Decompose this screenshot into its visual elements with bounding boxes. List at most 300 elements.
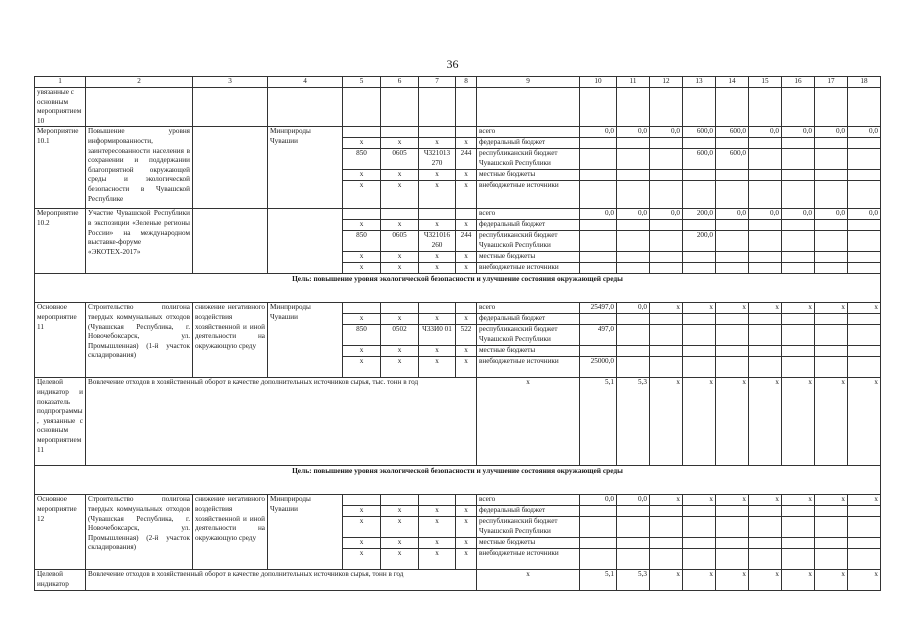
budget-code: 0502 bbox=[381, 325, 419, 346]
indicator-value: x bbox=[782, 378, 815, 466]
budget-code: x bbox=[343, 263, 381, 274]
year-value bbox=[749, 549, 782, 570]
year-value bbox=[580, 170, 617, 181]
year-value bbox=[683, 517, 716, 538]
year-value bbox=[749, 231, 782, 252]
year-value bbox=[782, 231, 815, 252]
budget-code: x bbox=[343, 220, 381, 231]
funding-row bbox=[35, 495, 881, 506]
budget-code: x bbox=[381, 181, 419, 209]
budget-code: x bbox=[381, 346, 419, 357]
col-header: 5 bbox=[343, 77, 381, 88]
year-value bbox=[815, 325, 848, 346]
budget-code: x bbox=[343, 549, 381, 570]
year-value bbox=[683, 506, 716, 517]
year-value bbox=[580, 149, 617, 170]
year-value bbox=[650, 263, 683, 274]
year-value bbox=[716, 252, 749, 263]
indicator-c9: x bbox=[477, 378, 580, 466]
col-header: 8 bbox=[456, 77, 477, 88]
year-value: 25000,0 bbox=[580, 357, 617, 378]
year-value bbox=[848, 357, 881, 378]
funding-source: внебюджетные источники bbox=[477, 357, 580, 378]
budget-code bbox=[343, 127, 381, 138]
year-value bbox=[782, 149, 815, 170]
indicator-value: x bbox=[650, 378, 683, 466]
year-value bbox=[848, 263, 881, 274]
year-value bbox=[580, 538, 617, 549]
budget-code bbox=[419, 209, 456, 220]
year-value bbox=[782, 506, 815, 517]
budget-code: 0605 bbox=[381, 149, 419, 170]
funding-source: федеральный бюджет bbox=[477, 138, 580, 149]
year-value bbox=[716, 138, 749, 149]
activity-effect: снижение негативного воздействия хозяйственной и иной деятельности на окружающую среду bbox=[193, 495, 268, 570]
year-value bbox=[815, 138, 848, 149]
year-value bbox=[848, 220, 881, 231]
funding-row bbox=[35, 127, 881, 138]
year-value bbox=[815, 538, 848, 549]
year-value bbox=[848, 170, 881, 181]
year-value bbox=[749, 517, 782, 538]
year-value bbox=[580, 138, 617, 149]
year-value: x bbox=[650, 303, 683, 314]
year-value bbox=[782, 220, 815, 231]
budget-code: x bbox=[419, 314, 456, 325]
budget-code: x bbox=[456, 517, 477, 538]
activity-responsible bbox=[268, 209, 343, 274]
budget-code: x bbox=[456, 346, 477, 357]
year-value bbox=[617, 314, 650, 325]
year-value bbox=[815, 314, 848, 325]
year-value bbox=[683, 138, 716, 149]
budget-code: x bbox=[381, 549, 419, 570]
budget-code bbox=[419, 303, 456, 314]
year-value: 0,0 bbox=[848, 127, 881, 138]
funding-source: республиканский бюджет Чувашской Республики bbox=[477, 517, 580, 538]
activity-label: Мероприятие 10.2 bbox=[35, 209, 86, 274]
budget-code: x bbox=[419, 357, 456, 378]
year-value bbox=[650, 170, 683, 181]
indicator-value: x bbox=[749, 378, 782, 466]
year-value bbox=[683, 252, 716, 263]
funding-source: федеральный бюджет bbox=[477, 314, 580, 325]
activity-label: Основное мероприятие 12 bbox=[35, 495, 86, 570]
activity-effect bbox=[193, 127, 268, 209]
year-value bbox=[749, 325, 782, 346]
budget-code: x bbox=[419, 549, 456, 570]
header-row bbox=[35, 77, 881, 88]
year-value bbox=[848, 506, 881, 517]
year-value bbox=[815, 220, 848, 231]
activity-responsible: Минприроды Чувашии bbox=[268, 127, 343, 209]
budget-code bbox=[343, 209, 381, 220]
year-value bbox=[848, 314, 881, 325]
year-value: 0,0 bbox=[782, 127, 815, 138]
year-value bbox=[716, 325, 749, 346]
year-value bbox=[617, 506, 650, 517]
year-value bbox=[782, 314, 815, 325]
indicator-value: 5,1 bbox=[580, 570, 617, 590]
year-value bbox=[815, 181, 848, 209]
activity-name: Строительство полигона твердых коммунальных отходов (Чувашская Республика, г. Новочебоксарск, ул. Промышленная) (2-й участок складирования) bbox=[86, 495, 193, 570]
budget-code bbox=[456, 495, 477, 506]
year-value bbox=[580, 263, 617, 274]
year-value bbox=[650, 549, 683, 570]
year-value bbox=[683, 220, 716, 231]
budget-code: x bbox=[456, 170, 477, 181]
indicator-value: x bbox=[683, 378, 716, 466]
activity-responsible: Минприроды Чувашии bbox=[268, 303, 343, 378]
budget-code: x bbox=[381, 138, 419, 149]
year-value bbox=[716, 346, 749, 357]
year-value bbox=[782, 170, 815, 181]
year-value: x bbox=[683, 303, 716, 314]
col-header: 17 bbox=[815, 77, 848, 88]
year-value bbox=[683, 181, 716, 209]
year-value bbox=[749, 538, 782, 549]
year-value: 0,0 bbox=[716, 209, 749, 220]
budget-code: x bbox=[456, 220, 477, 231]
year-value bbox=[815, 149, 848, 170]
year-value: 0,0 bbox=[580, 127, 617, 138]
indicator-value: x bbox=[782, 570, 815, 590]
year-value: x bbox=[716, 495, 749, 506]
year-value bbox=[617, 549, 650, 570]
indicator-value: x bbox=[848, 570, 881, 590]
year-value bbox=[683, 170, 716, 181]
year-value: x bbox=[716, 303, 749, 314]
budget-code: x bbox=[381, 170, 419, 181]
budget-code: x bbox=[343, 506, 381, 517]
year-value bbox=[580, 181, 617, 209]
budget-code: x bbox=[381, 263, 419, 274]
indicator-value: 5,3 bbox=[617, 378, 650, 466]
year-value bbox=[716, 263, 749, 274]
budget-code: 850 bbox=[343, 325, 381, 346]
year-value: x bbox=[848, 495, 881, 506]
year-value bbox=[580, 252, 617, 263]
budget-code: x bbox=[419, 181, 456, 209]
year-value bbox=[617, 149, 650, 170]
year-value bbox=[782, 181, 815, 209]
year-value bbox=[580, 314, 617, 325]
year-value bbox=[815, 231, 848, 252]
budget-code bbox=[419, 495, 456, 506]
year-value: 0,0 bbox=[617, 495, 650, 506]
funding-source: республиканский бюджет Чувашской Республики bbox=[477, 149, 580, 170]
year-value bbox=[749, 149, 782, 170]
activity-name: Участие Чувашской Республики в экспозиции «Зеленые регионы России» на международном выставке-форуме «ЭКОТЕХ-2017» bbox=[86, 209, 193, 274]
year-value: 600,0 bbox=[683, 149, 716, 170]
year-value bbox=[815, 252, 848, 263]
year-value: 0,0 bbox=[617, 127, 650, 138]
activity-effect bbox=[193, 209, 268, 274]
year-value bbox=[617, 181, 650, 209]
year-value bbox=[650, 538, 683, 549]
budget-code: x bbox=[456, 263, 477, 274]
year-value: 200,0 bbox=[683, 209, 716, 220]
year-value bbox=[848, 538, 881, 549]
budget-code: x bbox=[419, 506, 456, 517]
funding-row bbox=[35, 303, 881, 314]
budget-code: Ч33И0 01 bbox=[419, 325, 456, 346]
year-value bbox=[617, 357, 650, 378]
year-value bbox=[650, 220, 683, 231]
budget-code: x bbox=[456, 538, 477, 549]
indicator-text: Вовлечение отходов в хозяйственный оборот в качестве дополнительных источников сырья, тыс. тонн в год bbox=[86, 378, 477, 466]
budget-code: x bbox=[419, 220, 456, 231]
indicator-value: 5,1 bbox=[580, 378, 617, 466]
program-table bbox=[34, 76, 881, 591]
budget-code: x bbox=[343, 170, 381, 181]
indicator-label: Целевой индикатор и показатель подпрограммы, увязанные с основным мероприятием 11 bbox=[35, 378, 86, 466]
year-value bbox=[716, 220, 749, 231]
year-value bbox=[683, 549, 716, 570]
indicator-value: x bbox=[650, 570, 683, 590]
col-header: 3 bbox=[193, 77, 268, 88]
year-value: 25497,0 bbox=[580, 303, 617, 314]
year-value bbox=[650, 325, 683, 346]
budget-code: x bbox=[456, 252, 477, 263]
year-value bbox=[716, 314, 749, 325]
budget-code: x bbox=[419, 346, 456, 357]
year-value: 200,0 bbox=[683, 231, 716, 252]
year-value bbox=[848, 346, 881, 357]
year-value bbox=[782, 263, 815, 274]
budget-code: x bbox=[419, 263, 456, 274]
funding-source: республиканский бюджет Чувашской Республики bbox=[477, 325, 580, 346]
year-value bbox=[815, 346, 848, 357]
year-value bbox=[749, 252, 782, 263]
funding-source: местные бюджеты bbox=[477, 170, 580, 181]
budget-code: x bbox=[343, 538, 381, 549]
budget-code: 0605 bbox=[381, 231, 419, 252]
year-value bbox=[617, 346, 650, 357]
indicator-value: x bbox=[749, 570, 782, 590]
year-value bbox=[650, 149, 683, 170]
funding-source: внебюджетные источники bbox=[477, 549, 580, 570]
year-value bbox=[617, 325, 650, 346]
year-value bbox=[650, 357, 683, 378]
indicator-row bbox=[35, 378, 881, 466]
budget-code: x bbox=[456, 181, 477, 209]
year-value: x bbox=[815, 495, 848, 506]
year-value: x bbox=[815, 303, 848, 314]
year-value: 0,0 bbox=[617, 303, 650, 314]
activity-label: Мероприятие 10.1 bbox=[35, 127, 86, 209]
year-value bbox=[650, 231, 683, 252]
year-value bbox=[848, 231, 881, 252]
budget-code: x bbox=[456, 314, 477, 325]
funding-source: всего bbox=[477, 303, 580, 314]
col-header: 12 bbox=[650, 77, 683, 88]
year-value bbox=[749, 170, 782, 181]
col-header: 7 bbox=[419, 77, 456, 88]
year-value bbox=[716, 506, 749, 517]
budget-code: x bbox=[456, 506, 477, 517]
year-value: 0,0 bbox=[782, 209, 815, 220]
activity-name: Строительство полигона твердых коммунальных отходов (Чувашская Республика, г. Новочебоксарск, ул. Промышленная) (1-й участок складирования) bbox=[86, 303, 193, 378]
year-value bbox=[617, 252, 650, 263]
year-value: 0,0 bbox=[580, 495, 617, 506]
budget-code: x bbox=[381, 506, 419, 517]
funding-source: всего bbox=[477, 127, 580, 138]
year-value bbox=[815, 357, 848, 378]
budget-code bbox=[381, 303, 419, 314]
budget-code: x bbox=[343, 252, 381, 263]
budget-code bbox=[381, 209, 419, 220]
activity-name: Повышение уровня информированности, заинтересованности населения в сохранении и поддержании благоприятной окружающей среды и экологической безопасности в Чувашской Республике bbox=[86, 127, 193, 209]
budget-code bbox=[456, 303, 477, 314]
funding-source: внебюджетные источники bbox=[477, 263, 580, 274]
budget-code: Ч321016 260 bbox=[419, 231, 456, 252]
col-header: 14 bbox=[716, 77, 749, 88]
year-value: 0,0 bbox=[815, 209, 848, 220]
col-header: 4 bbox=[268, 77, 343, 88]
budget-code: x bbox=[456, 549, 477, 570]
year-value: 0,0 bbox=[617, 209, 650, 220]
year-value bbox=[580, 517, 617, 538]
year-value bbox=[782, 252, 815, 263]
year-value: 497,0 bbox=[580, 325, 617, 346]
year-value: x bbox=[683, 495, 716, 506]
budget-code bbox=[456, 127, 477, 138]
year-value bbox=[683, 538, 716, 549]
funding-source: местные бюджеты bbox=[477, 252, 580, 263]
budget-code: Ч321013 270 bbox=[419, 149, 456, 170]
year-value bbox=[650, 346, 683, 357]
budget-code: x bbox=[456, 138, 477, 149]
budget-code: 850 bbox=[343, 231, 381, 252]
year-value: 600,0 bbox=[716, 127, 749, 138]
goal-row bbox=[35, 466, 881, 495]
year-value bbox=[716, 357, 749, 378]
indicator-value: x bbox=[716, 378, 749, 466]
budget-code: x bbox=[343, 138, 381, 149]
year-value bbox=[580, 231, 617, 252]
activity-label: Основное мероприятие 11 bbox=[35, 303, 86, 378]
year-value: x bbox=[782, 303, 815, 314]
funding-source: местные бюджеты bbox=[477, 346, 580, 357]
funding-source: федеральный бюджет bbox=[477, 220, 580, 231]
activity-effect: снижение негативного воздействия хозяйственной и иной деятельности на окружающую среду bbox=[193, 303, 268, 378]
budget-code: x bbox=[419, 170, 456, 181]
budget-code: x bbox=[343, 346, 381, 357]
program-table-sheet bbox=[34, 76, 878, 591]
year-value: 0,0 bbox=[749, 209, 782, 220]
budget-code: x bbox=[381, 538, 419, 549]
indicator-row bbox=[35, 570, 881, 590]
indicator-value: x bbox=[815, 570, 848, 590]
year-value: 0,0 bbox=[848, 209, 881, 220]
indicator-value: x bbox=[683, 570, 716, 590]
year-value bbox=[848, 252, 881, 263]
year-value bbox=[815, 549, 848, 570]
col-header: 18 bbox=[848, 77, 881, 88]
year-value bbox=[617, 263, 650, 274]
year-value: 0,0 bbox=[749, 127, 782, 138]
year-value bbox=[580, 549, 617, 570]
year-value bbox=[617, 538, 650, 549]
funding-source: федеральный бюджет bbox=[477, 506, 580, 517]
col-header: 2 bbox=[86, 77, 193, 88]
year-value bbox=[782, 325, 815, 346]
year-value bbox=[848, 517, 881, 538]
funding-source: всего bbox=[477, 495, 580, 506]
funding-source: внебюджетные источники bbox=[477, 181, 580, 209]
year-value bbox=[580, 346, 617, 357]
year-value bbox=[749, 181, 782, 209]
budget-code: 522 bbox=[456, 325, 477, 346]
year-value: x bbox=[782, 495, 815, 506]
year-value bbox=[580, 220, 617, 231]
goal-text: Цель: повышение уровня экологической безопасности и улучшение состояния окружающей среды bbox=[35, 466, 881, 495]
indicator-label: Целевой индикатор bbox=[35, 570, 86, 590]
indicator-value: 5,3 bbox=[617, 570, 650, 590]
year-value bbox=[683, 314, 716, 325]
budget-code: 244 bbox=[456, 149, 477, 170]
year-value bbox=[716, 538, 749, 549]
col-header: 16 bbox=[782, 77, 815, 88]
year-value: 600,0 bbox=[716, 149, 749, 170]
year-value: 0,0 bbox=[815, 127, 848, 138]
year-value bbox=[815, 506, 848, 517]
budget-code: x bbox=[381, 314, 419, 325]
year-value bbox=[848, 549, 881, 570]
row-label: увязанные с основным мероприятием 10 bbox=[35, 88, 86, 127]
col-header: 10 bbox=[580, 77, 617, 88]
year-value bbox=[683, 357, 716, 378]
budget-code: x bbox=[419, 252, 456, 263]
year-value: 600,0 bbox=[683, 127, 716, 138]
year-value bbox=[848, 181, 881, 209]
budget-code: 244 bbox=[456, 231, 477, 252]
goal-row bbox=[35, 274, 881, 303]
col-header: 11 bbox=[617, 77, 650, 88]
budget-code: x bbox=[343, 517, 381, 538]
budget-code: x bbox=[343, 181, 381, 209]
budget-code: x bbox=[419, 138, 456, 149]
budget-code: x bbox=[381, 220, 419, 231]
funding-source: всего bbox=[477, 209, 580, 220]
year-value bbox=[749, 263, 782, 274]
budget-code bbox=[419, 127, 456, 138]
year-value: 0,0 bbox=[650, 209, 683, 220]
year-value bbox=[580, 506, 617, 517]
budget-code: 850 bbox=[343, 149, 381, 170]
year-value bbox=[617, 170, 650, 181]
budget-code bbox=[381, 495, 419, 506]
budget-code: x bbox=[456, 357, 477, 378]
budget-code bbox=[343, 495, 381, 506]
budget-code: x bbox=[343, 357, 381, 378]
year-value bbox=[815, 517, 848, 538]
year-value: x bbox=[749, 303, 782, 314]
year-value bbox=[650, 252, 683, 263]
year-value bbox=[716, 517, 749, 538]
year-value bbox=[650, 138, 683, 149]
col-header: 6 bbox=[381, 77, 419, 88]
year-value bbox=[749, 506, 782, 517]
year-value bbox=[749, 314, 782, 325]
col-header: 9 bbox=[477, 77, 580, 88]
year-value: 0,0 bbox=[650, 127, 683, 138]
year-value: x bbox=[749, 495, 782, 506]
budget-code: x bbox=[381, 517, 419, 538]
budget-code: x bbox=[419, 517, 456, 538]
year-value bbox=[650, 506, 683, 517]
